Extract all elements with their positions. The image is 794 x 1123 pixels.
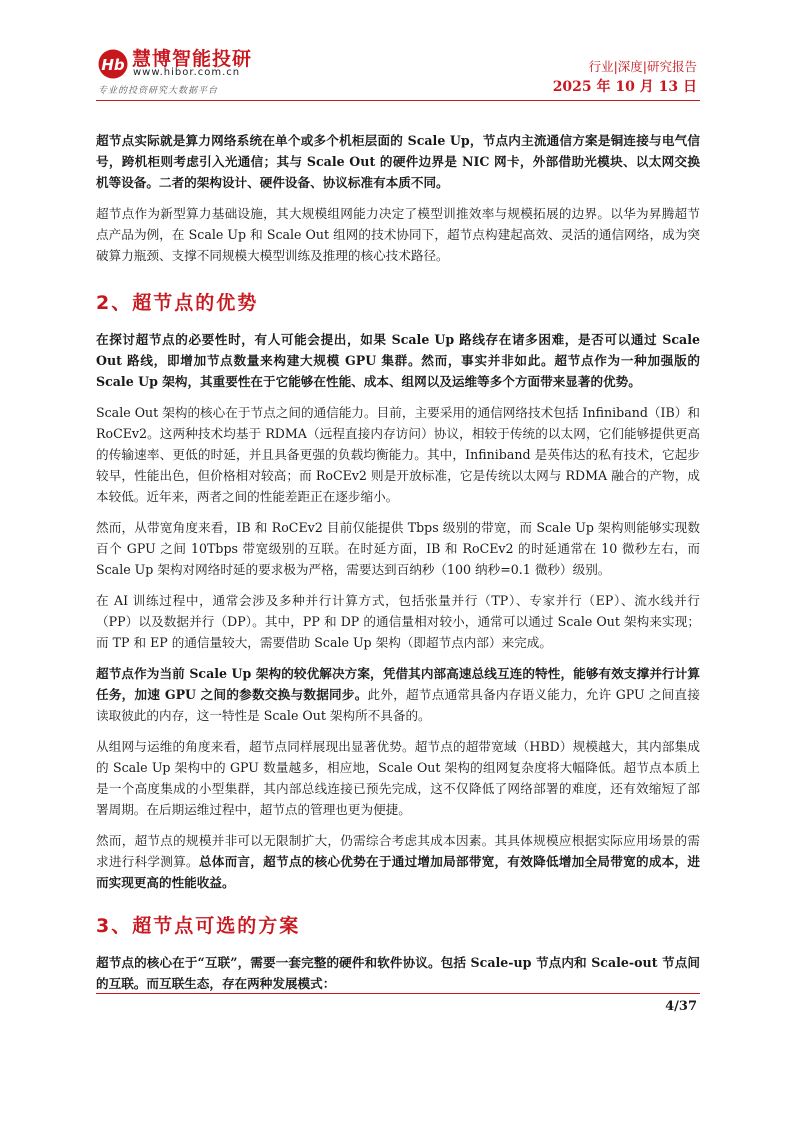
footer-divider bbox=[96, 993, 700, 994]
header-divider bbox=[96, 100, 700, 101]
paragraph: 超节点作为新型算力基础设施，其大规模组网能力决定了模型训推效率与规模拓展的边界。以华为昇腾超节点产品为例，在 Scale Up 和 Scale Out 组网的技术协同下，超节点构建起高效、灵活的通信网络，成为突破算力瓶颈、支撑不同规模大模型训练及推理的核心技术路径。 bbox=[96, 206, 700, 263]
paragraph: Scale Out 架构的核心在于节点之间的通信能力。目前，主要采用的通信网络技术包括 Infiniband（IB）和 RoCEv2。这两种技术均基于 RDMA（远程直接内存访问）协议，相较于传统的以太网，它们能够提供更高的传输速率、更低的时延，并且具备更强的负载均衡能力。其中，Infiniband 是英伟达的私有技术，它起步较早，性能出色，但价格相对较高；而 RoCEv2 则是开放标准，它是传统以太网与 RDMA 融合的产物，成本较低。近年来，两者之间的性能差距正在逐步缩小。 bbox=[96, 405, 700, 504]
paragraph: 在 AI 训练过程中，通常会涉及多种并行计算方式，包括张量并行（TP）、专家并行（EP）、流水线并行（PP）以及数据并行（DP）。其中，PP 和 DP 的通信量相对较小，通常可以通过 Scale Out 架构来实现；而 TP 和 EP 的通信量较大，需要借助 Scale Up 架构（即超节点内部）来完成。 bbox=[96, 593, 700, 650]
paragraph: 超节点的核心在于“互联”，需要一套完整的硬件和软件协议。包括 Scale-up 节点内和 Scale-out 节点间的互联。而互联生态，存在两种发展模式： bbox=[96, 955, 700, 991]
paragraph bbox=[96, 830, 700, 893]
paragraph bbox=[96, 663, 700, 726]
emphasized-text: 超节点作为当前 Scale Up 架构的较优解决方案，凭借其内部高速总线互连的特性，能够有效支撑并行计算任务，加速 GPU 之间的参数交换与数据同步。 bbox=[96, 666, 700, 702]
paragraph-text: 此外，超节点通常具备内存语义能力，允许 GPU 之间直接读取彼此的内存，这一特性是 Scale Out 架构所不具备的。 bbox=[96, 687, 700, 723]
paragraph: 从组网与运维的角度来看，超节点同样展现出显著优势。超节点的超带宽域（HBD）规模越大，其内部集成的 Scale Up 架构中的 GPU 数量越多，相应地，Scale Out 架构的组网复杂度将大幅降低。超节点本质上是一个高度集成的小型集群，其内部总线连接已预先完成，这不仅降低了网络部署的难度，还有效缩短了部署周期。在后期运维过程中，超节点的管理也更为便捷。 bbox=[96, 739, 700, 817]
hibor-logo-icon bbox=[98, 49, 128, 79]
logo-url[interactable]: www.hibor.com.cn bbox=[133, 67, 241, 78]
report-type: 行业|深度|研究报告 bbox=[588, 59, 697, 74]
paragraph: 然而，从带宽角度来看，IB 和 RoCEv2 目前仅能提供 Tbps 级别的带宽，而 Scale Up 架构则能够实现数百个 GPU 之间 10Tbps 带宽级别的互联。在时延方面，IB 和 RoCEv2 的时延通常在 10 微秒左右，而 Scale Up 架构对网络时延的要求极为严格，需要达到百纳秒（100 纳秒=0.1 微秒）级别。 bbox=[96, 520, 700, 577]
page-header bbox=[0, 0, 794, 110]
report-date: 2025 年 10 月 13 日 bbox=[552, 79, 697, 95]
svg-text:Hb: Hb bbox=[101, 56, 125, 74]
paragraph: 在探讨超节点的必要性时，有人可能会提出，如果 Scale Up 路线存在诸多困难，是否可以通过 Scale Out 路线，即增加节点数量来构建大规模 GPU 集群。然而，事实并非如此。超节点作为一种加强版的 Scale Up 架构，其重要性在于它能够在性能、成本、组网以及运维等多个方面带来显著的优势。 bbox=[96, 332, 700, 389]
logo-name: 慧博智能投研 bbox=[132, 48, 253, 70]
section-heading: 2、超节点的优势 bbox=[96, 292, 259, 314]
paragraph-text: 然而，超节点的规模并非可以无限制扩大，仍需综合考虑其成本因素。其具体规模应根据实际应用场景的需求进行科学测算。 bbox=[96, 833, 700, 869]
logo-slogan: 专业的投资研究大数据平台 bbox=[98, 86, 219, 96]
report-body bbox=[96, 130, 700, 1004]
section-heading: 3、超节点可选的方案 bbox=[96, 915, 301, 937]
page-number: 4/37 bbox=[665, 999, 697, 1014]
emphasized-text: 总体而言，超节点的核心优势在于通过增加局部带宽，有效降低增加全局带宽的成本，进而实现更高的性能收益。 bbox=[96, 854, 701, 890]
paragraph: 超节点实际就是算力网络系统在单个或多个机柜层面的 Scale Up，节点内主流通信方案是铜连接与电气信号，跨机柜则考虑引入光通信；其与 Scale Out 的硬件边界是 NIC 网卡，外部借助光模块、以太网交换机等设备。二者的架构设计、硬件设备、协议标准有本质不同。 bbox=[96, 133, 700, 190]
